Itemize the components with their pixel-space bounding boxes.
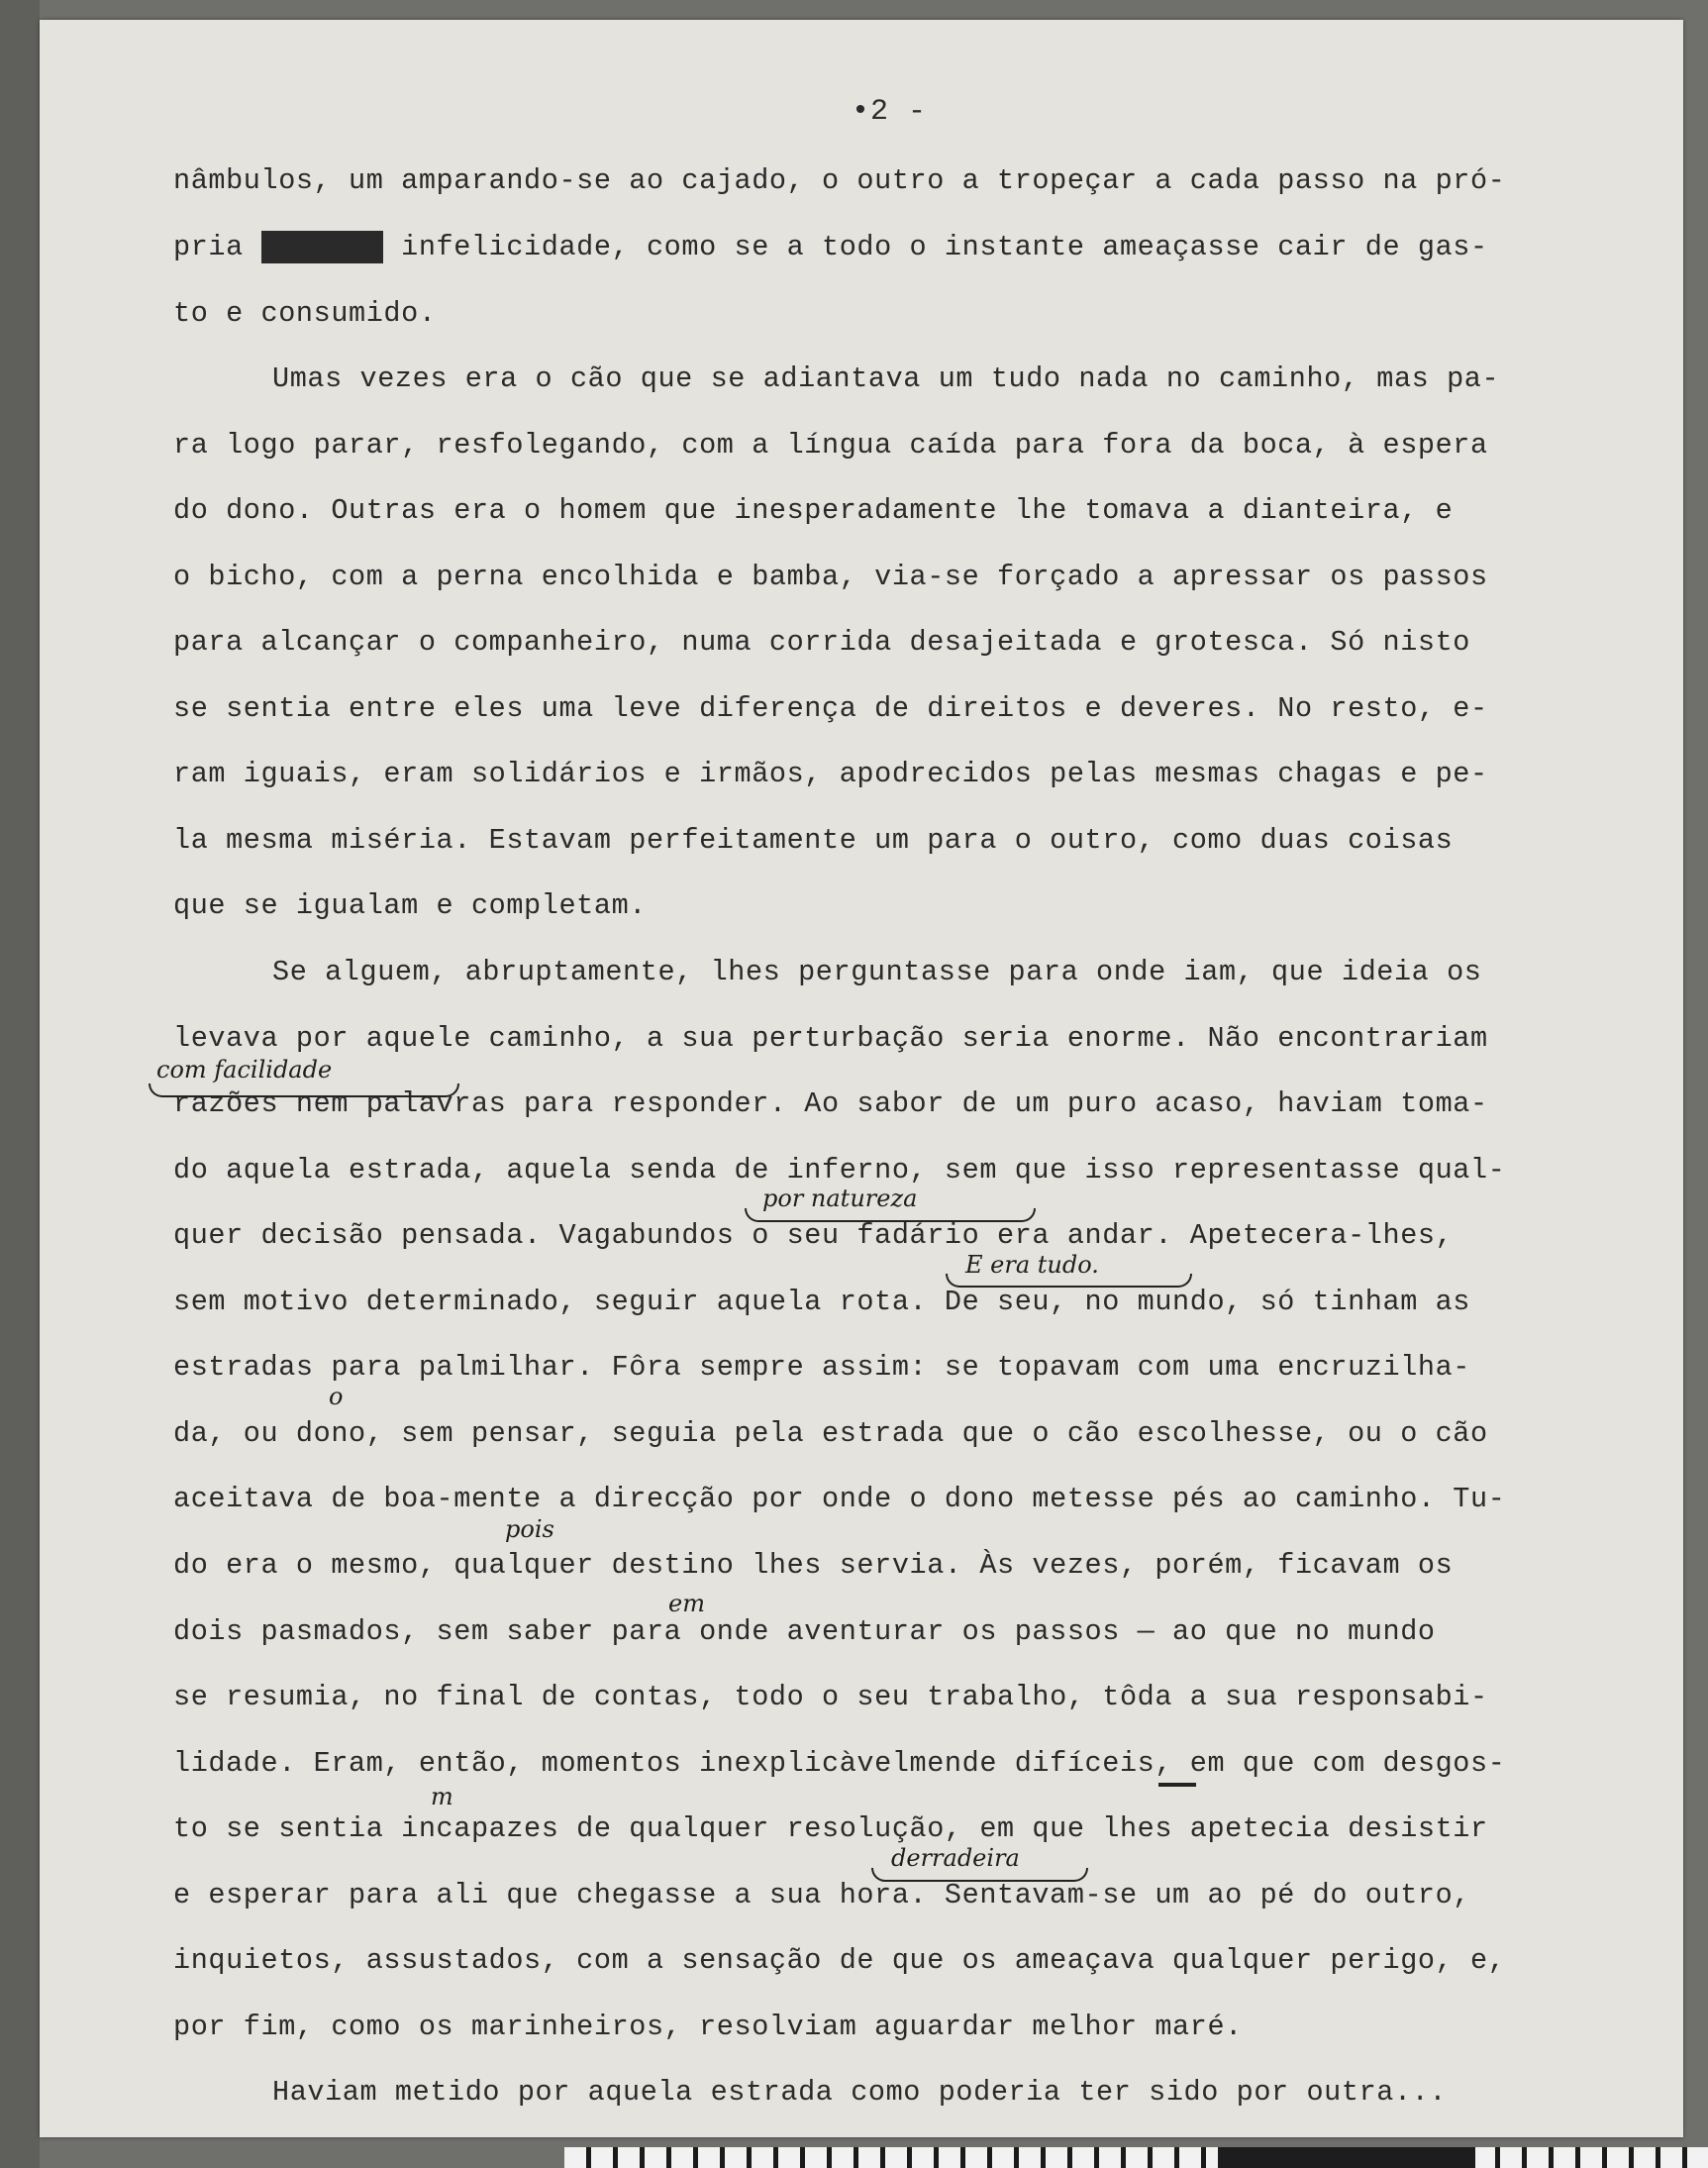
text-line — [173, 231, 1488, 263]
handwritten-annotation: com facilidade — [156, 1056, 333, 1084]
handwritten-annotation: pois — [505, 1515, 554, 1543]
text-line: aceitava de boa-mente a direcção por onde o dono metesse pés ao caminho. Tu- — [173, 1483, 1506, 1515]
text-line: para alcançar o companheiro, numa corrida desajeitada e grotesca. Só nisto — [173, 626, 1471, 659]
text-line: do dono. Outras era o homem que inesperadamente lhe tomava a dianteira, e — [173, 494, 1454, 527]
handwritten-annotation: em — [668, 1590, 705, 1617]
handwritten-annotation: por natureza — [762, 1185, 918, 1212]
struck-word: miséria — [260, 231, 384, 263]
text-line: to e consumido. — [173, 297, 437, 330]
text-line: to se sentia incapazes de qualquer resolução, em que lhes apetecia desistir — [173, 1812, 1488, 1845]
text-fragment: infelicidade, como se a todo o instante ameaçasse cair de gas- — [401, 231, 1488, 263]
text-line: inquietos, assustados, com a sensação de que os ameaçava qualquer perigo, e, — [173, 1944, 1506, 1977]
text-line: quer decisão pensada. Vagabundos o seu fadário era andar. Apetecera-lhes, — [173, 1219, 1454, 1252]
text-fragment: pria — [173, 231, 244, 263]
handwritten-annotation: m — [431, 1783, 453, 1810]
handwritten-annotation: o — [329, 1383, 344, 1410]
annotation-bracket — [946, 1274, 1192, 1288]
text-line: levava por aquele caminho, a sua perturbação seria enorme. Não encontrariam — [173, 1022, 1488, 1055]
text-line: estradas para palmilhar. Fôra sempre assim: se topavam com uma encruzilha- — [173, 1351, 1471, 1384]
text-line: nâmbulos, um amparando-se ao cajado, o outro a tropeçar a cada passo na pró- — [173, 164, 1506, 197]
correction-mark — [1158, 1783, 1196, 1787]
text-line: se sentia entre eles uma leve diferença de direitos e deveres. No resto, e- — [173, 692, 1488, 725]
annotation-bracket — [745, 1208, 1036, 1222]
text-line: se resumia, no final de contas, todo o seu trabalho, tôda a sua responsabi- — [173, 1681, 1488, 1713]
text-line: sem motivo determinado, seguir aquela rota. De seu, no mundo, só tinham as — [173, 1286, 1471, 1318]
text-line: que se igualam e completam. — [173, 889, 647, 922]
paragraph-start: Umas vezes era o cão que se adiantava um tudo nada no caminho, mas pa- — [272, 362, 1500, 395]
scale-ruler-dark-segment — [1218, 2147, 1475, 2168]
text-line: lidade. Eram, então, momentos inexplicàvelmende difíceis, em que com desgos- — [173, 1747, 1506, 1780]
annotation-bracket — [871, 1868, 1088, 1882]
typed-page — [40, 20, 1683, 2137]
text-line: da, ou dono, sem pensar, seguia pela estrada que o cão escolhesse, ou o cão — [173, 1417, 1488, 1450]
text-line: o bicho, com a perna encolhida e bamba, via-se forçado a apressar os passos — [173, 561, 1488, 593]
page-number: •2 - — [852, 95, 928, 129]
handwritten-annotation: derradeira — [891, 1844, 1020, 1872]
text-line: do era o mesmo, qualquer destino lhes servia. Às vezes, porém, ficavam os — [173, 1549, 1454, 1582]
text-line: dois pasmados, sem saber para onde aventurar os passos — ao que no mundo — [173, 1615, 1436, 1648]
text-line: la mesma miséria. Estavam perfeitamente um para o outro, como duas coisas — [173, 824, 1454, 857]
paragraph-start: Haviam metido por aquela estrada como poderia ter sido por outra... — [272, 2076, 1448, 2109]
annotation-bracket — [149, 1084, 459, 1097]
text-line: e esperar para ali que chegasse a sua hora. Sentavam-se um ao pé do outro, — [173, 1879, 1471, 1911]
scan-edge — [0, 0, 40, 2168]
text-line: ram iguais, eram solidários e irmãos, apodrecidos pelas mesmas chagas e pe- — [173, 758, 1488, 790]
text-line: por fim, como os marinheiros, resolviam aguardar melhor maré. — [173, 2011, 1243, 2043]
text-line: ra logo parar, resfolegando, com a língua caída para fora da boca, à espera — [173, 429, 1488, 462]
paragraph-start: Se alguem, abruptamente, lhes perguntasse para onde iam, que ideia os — [272, 956, 1482, 988]
text-line: do aquela estrada, aquela senda de inferno, sem que isso representasse qual- — [173, 1154, 1506, 1187]
scale-ruler — [564, 2147, 1708, 2168]
handwritten-annotation: E era tudo. — [965, 1251, 1099, 1279]
text-line: razões nem palavras para responder. Ao sabor de um puro acaso, haviam toma- — [173, 1087, 1488, 1120]
